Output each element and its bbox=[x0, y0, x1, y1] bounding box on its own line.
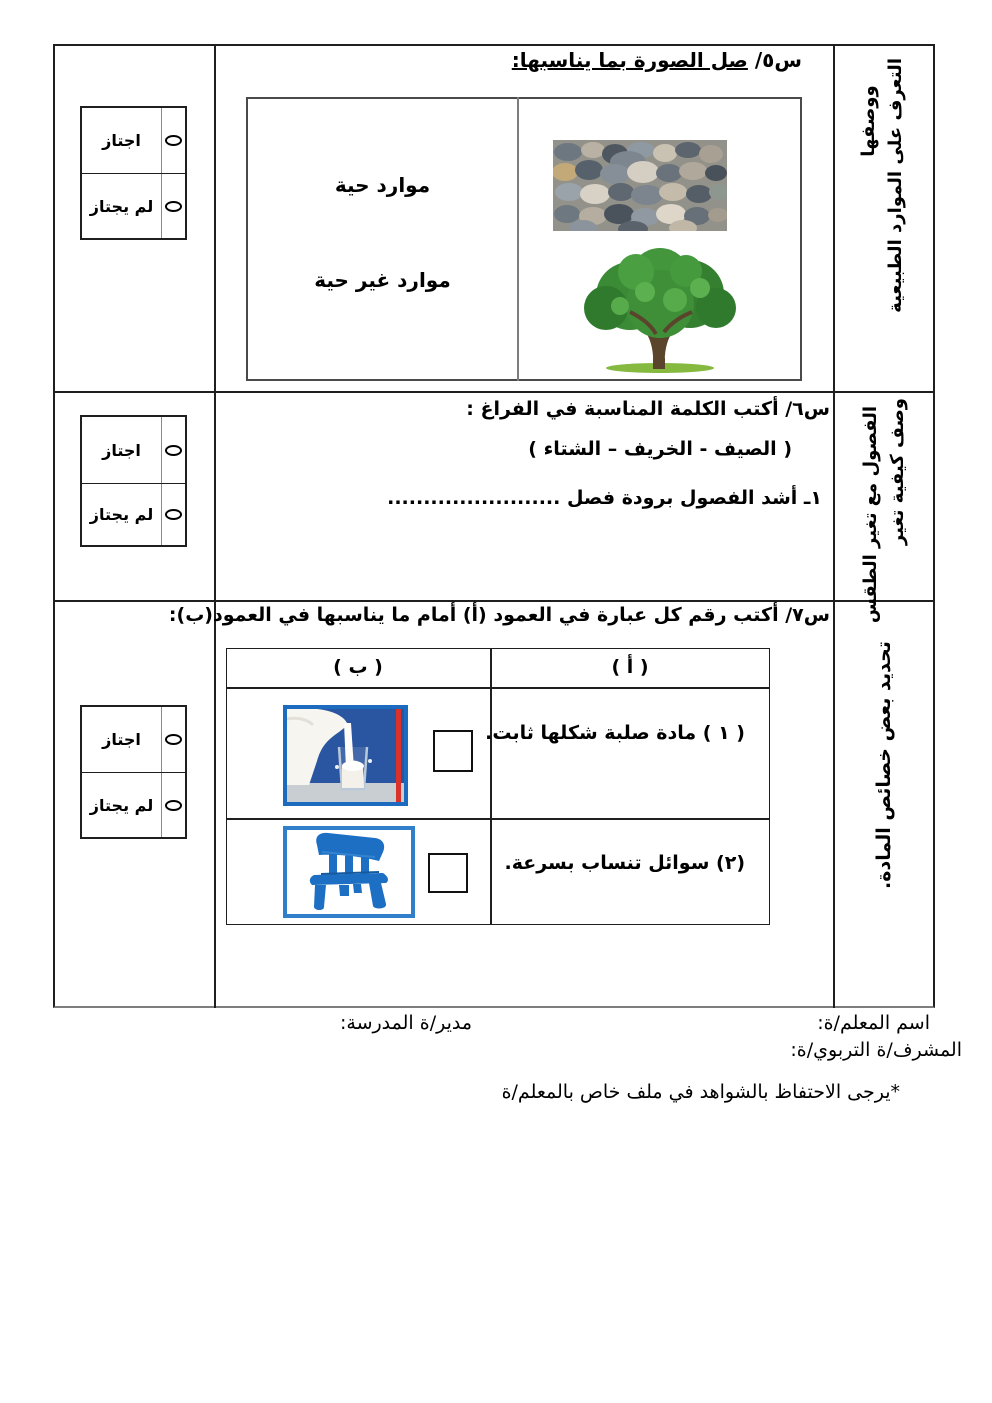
q7-statement-2: (٢) سوائل تنساب بسرعة. bbox=[504, 852, 745, 874]
q5-title-text: صل الصورة بما يناسبها: bbox=[511, 48, 748, 72]
footer-principal: مدير/ة المدرسة: bbox=[340, 1012, 473, 1034]
q6-title: س٦/ أكتب الكلمة المناسبة في الفراغ : bbox=[466, 398, 830, 420]
fail-oval-cell bbox=[161, 773, 185, 837]
pass-oval-q5[interactable] bbox=[165, 135, 182, 146]
footer-teacher-name: اسم المعلم/ة: bbox=[817, 1012, 930, 1034]
fail-label: لم يجتاز bbox=[89, 505, 154, 524]
footer-note: *يرجى الاحتفاظ بالشواهد في ملف خاص بالمعلم/ة bbox=[501, 1081, 900, 1103]
section-label-q6-line2: الفصول مع تغير الطقس bbox=[860, 406, 881, 624]
fail-oval-cell bbox=[161, 484, 185, 545]
section-label-q5-line1: التعرف على الموارد الطبيعية bbox=[885, 58, 906, 313]
pass-label: اجتاز bbox=[102, 730, 141, 749]
rubric-table-q7 bbox=[80, 705, 187, 839]
pass-oval-cell bbox=[161, 108, 185, 173]
rubric-table-q5 bbox=[80, 106, 187, 240]
milk-pouring-photo bbox=[283, 705, 408, 806]
fail-label: لم يجتاز bbox=[89, 196, 154, 216]
q7-statement-1: ( ١ ) مادة صلبة شكلها ثابت. bbox=[485, 722, 745, 744]
fail-oval-q7[interactable] bbox=[165, 800, 182, 811]
fail-oval-q5[interactable] bbox=[165, 201, 182, 212]
footer-supervisor: المشرف/ة التربوي/ة: bbox=[790, 1039, 962, 1061]
q5-title-prefix: س٥/ bbox=[754, 48, 802, 72]
pass-oval-cell bbox=[161, 417, 185, 483]
rubric-row-fail bbox=[82, 772, 185, 837]
rubric-row-fail bbox=[82, 173, 185, 238]
q7-header-divider bbox=[226, 687, 770, 689]
rubric-row-pass bbox=[82, 417, 185, 483]
q7-row-divider bbox=[226, 818, 770, 820]
q7-title: س٧/ أكتب رقم كل عبارة في العمود (أ) أمام ما يناسبها في العمود(ب): bbox=[168, 604, 830, 626]
section-label-q5-line2: ووصفها bbox=[858, 85, 879, 157]
fail-oval-q6[interactable] bbox=[165, 509, 182, 520]
divider-rubric-column bbox=[214, 44, 216, 1008]
q5-option-living[interactable]: موارد حية bbox=[334, 173, 431, 197]
q6-item-1: ١ـ أشد الفصول برودة فصل ........................ bbox=[387, 487, 822, 509]
fail-label: لم يجتاز bbox=[89, 795, 154, 815]
divider-q5-q6 bbox=[53, 391, 935, 393]
q7-column-divider bbox=[490, 648, 492, 925]
rubric-row-fail bbox=[82, 483, 185, 545]
divider-label-column bbox=[833, 44, 835, 1008]
pass-oval-cell bbox=[161, 707, 185, 772]
pebbles-photo bbox=[553, 140, 727, 231]
blue-chair-photo bbox=[283, 826, 415, 918]
q7-col-b-header: ( ب ) bbox=[333, 656, 383, 678]
pass-oval-q6[interactable] bbox=[165, 445, 182, 456]
rubric-table-q6 bbox=[80, 415, 187, 547]
answer-box-1[interactable] bbox=[433, 730, 473, 772]
rubric-row-pass bbox=[82, 108, 185, 173]
pass-oval-q7[interactable] bbox=[165, 734, 182, 745]
tree-photo bbox=[570, 248, 750, 375]
q5-matching-divider bbox=[517, 97, 519, 381]
answer-box-2[interactable] bbox=[428, 853, 468, 893]
fail-oval-cell bbox=[161, 174, 185, 238]
q7-col-a-header: ( أ ) bbox=[611, 656, 649, 678]
pass-label: اجتاز bbox=[102, 131, 141, 150]
rubric-row-pass bbox=[82, 707, 185, 772]
divider-q6-q7 bbox=[53, 600, 935, 602]
pass-label: اجتاز bbox=[102, 440, 141, 460]
q5-option-nonliving[interactable]: موارد غير حية bbox=[314, 268, 451, 292]
q6-word-bank: ( الصيف - الخريف – الشتاء ) bbox=[528, 438, 792, 460]
section-label-q6-line1: وصف كيفية تغير bbox=[887, 398, 908, 546]
q5-title bbox=[512, 48, 802, 72]
section-label-q7: تحديد بعض خصائص المادة. bbox=[873, 641, 895, 889]
